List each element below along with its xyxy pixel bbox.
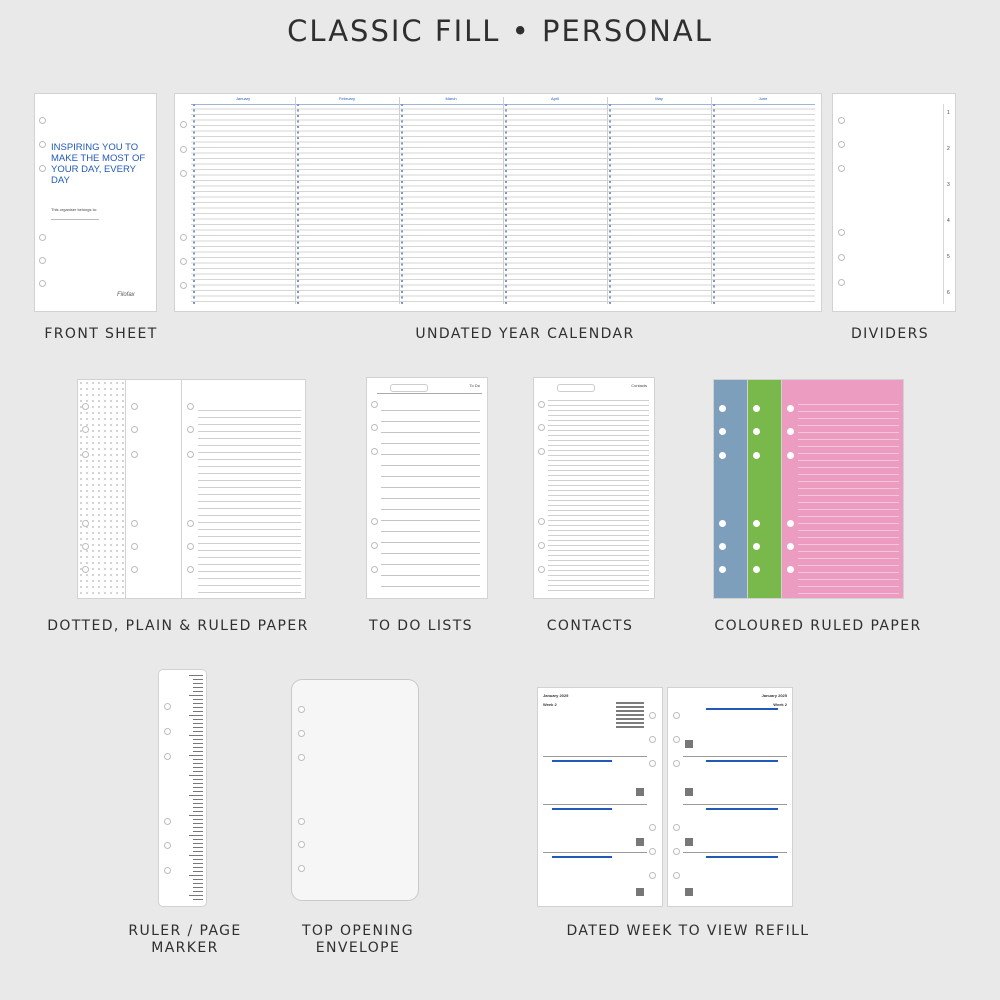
week-right-number: Week 2 (773, 702, 787, 707)
contacts-heading: Contacts (631, 383, 647, 388)
year-calendar (175, 94, 821, 311)
label-ruler-line1: RULER / PAGE (128, 923, 242, 939)
divider-tab-2: 2 (947, 146, 950, 152)
todo-list (367, 378, 487, 598)
top-opening-envelope (292, 680, 418, 900)
label-paper: DOTTED, PLAIN & RULED PAPER (47, 618, 309, 634)
divider-tab-3: 3 (947, 182, 950, 188)
front-sheet-note: This organiser belongs to: (51, 207, 98, 212)
week-view-right-page (668, 688, 792, 906)
dividers (833, 94, 955, 311)
week-left-month: January 2025 (543, 693, 569, 698)
label-ruler-line2: MARKER (151, 940, 219, 956)
week-view-left-page (538, 688, 662, 906)
label-coloured: COLOURED RULED PAPER (714, 618, 922, 634)
divider-tab-1: 1 (947, 110, 950, 116)
month-may: May (655, 96, 663, 101)
dotted-paper (78, 380, 128, 598)
label-week: DATED WEEK TO VIEW REFILL (566, 923, 810, 939)
label-front-sheet: FRONT SHEET (44, 326, 158, 342)
page-title: CLASSIC FILL • PERSONAL (287, 14, 713, 48)
label-todo: TO DO LISTS (369, 618, 473, 634)
week-right-month: January 2025 (761, 693, 787, 698)
divider-tab-6: 6 (947, 290, 950, 296)
label-dividers: DIVIDERS (850, 326, 930, 342)
front-sheet (35, 94, 156, 311)
month-april: April (550, 96, 559, 101)
label-contacts: CONTACTS (546, 618, 634, 634)
front-sheet-text: INSPIRING YOU TO MAKE THE MOST OF YOUR DAY, EVERY DAY (51, 142, 146, 186)
brand-logo: Filofax (117, 292, 135, 298)
month-january: January (235, 96, 251, 101)
coloured-paper-pink (782, 380, 903, 598)
label-envelope-line2: ENVELOPE (315, 940, 401, 956)
month-march: March (445, 96, 457, 101)
month-february: February (338, 96, 355, 101)
month-june: June (758, 96, 768, 101)
todo-heading: To Do (469, 383, 480, 388)
divider-tab-4: 4 (947, 218, 950, 224)
contacts (534, 378, 654, 598)
plain-paper (126, 380, 184, 598)
ruled-paper (182, 380, 305, 598)
divider-tab-5: 5 (947, 254, 950, 260)
label-envelope-line1: TOP OPENING (301, 923, 415, 939)
week-left-number: Week 2 (543, 702, 557, 707)
ruler-page-marker (159, 670, 206, 906)
label-year-calendar: UNDATED YEAR CALENDAR (415, 326, 635, 342)
